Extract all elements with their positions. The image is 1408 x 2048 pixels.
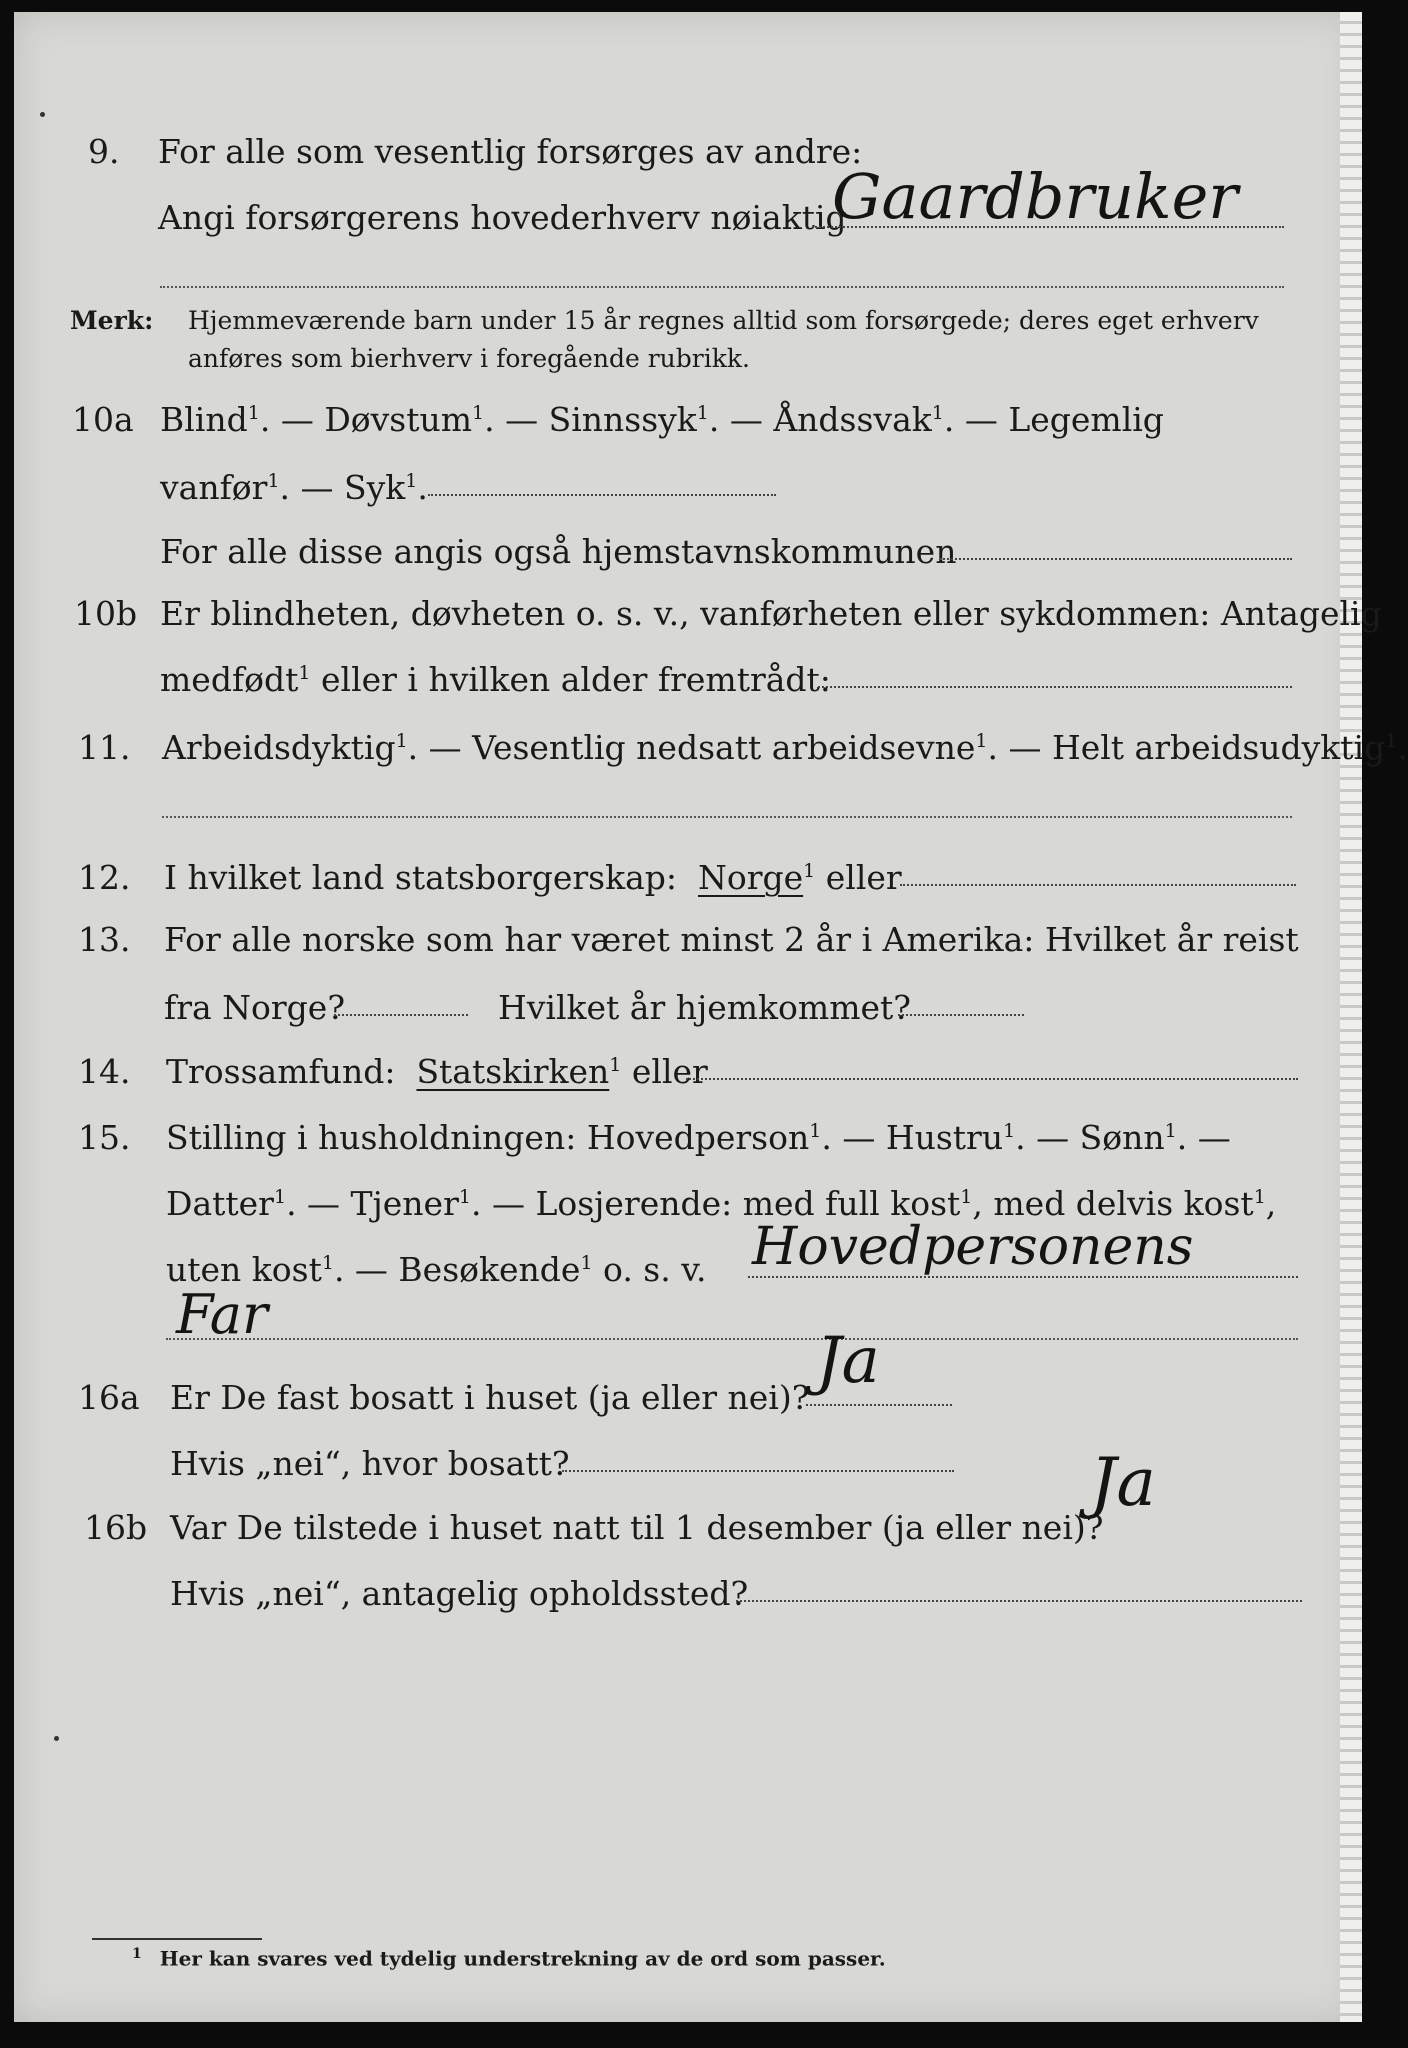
q13-hjemkommet-answer-line [898,1014,1024,1016]
footnote-mark: 1 [1385,730,1398,752]
q11-answer-line [162,816,1292,818]
q14-number: 14. [78,1052,131,1091]
q16a-line2: Hvis „nei“, hvor bosatt? [170,1444,570,1483]
q9-second-line [160,286,1284,288]
q15-answer-handwritten-line1: Hovedpersonens [752,1217,1194,1277]
merk-label: Merk: [70,306,154,335]
footnote-mark: 1 [931,402,944,424]
footnote-rule [92,1938,262,1940]
q16b-number: 16b [84,1508,148,1547]
option-norge-underlined: Norge [698,858,804,897]
q16a-answer-handwritten: Ja [816,1324,880,1398]
q10a-line3: For alle disse angis også hjemstavnskommunen [160,532,957,571]
q10b-line1: Er blindheten, døvheten o. s. v., vanførheten eller sykdommen: Antagelig [160,594,1382,633]
footnote-mark: 1 [809,1120,822,1142]
option-andssvak: . — Åndssvak [708,400,932,439]
q13-number: 13. [78,920,131,959]
q13-line1: For alle norske som har været minst 2 år i Amerika: Hvilket år reist [164,920,1299,959]
footnote-mark: 1 [267,470,280,492]
punctuation: , [1265,1184,1277,1223]
footnote-mark: 1 [975,730,988,752]
option-sonn: . — Sønn [1015,1118,1165,1157]
footnote-mark: 1 [321,1252,334,1274]
footnote-mark: 1 [580,1252,593,1274]
footnote-text: Her kan svares ved tydelig understrekning av de ord som passer. [159,1946,886,1971]
footnote-mark: 1 [803,860,816,882]
footnote-mark: 1 [298,662,311,684]
option-arbeidsudyktig: . — Helt arbeidsudyktig [987,728,1386,767]
q14-answer-line [686,1078,1298,1080]
footnote-mark: 1 [960,1186,973,1208]
q10a-line1 [160,400,1164,440]
option-sinnssyk: . — Sinnssyk [484,400,697,439]
footnote-mark: 1 [458,1186,471,1208]
q16a-bosatt-answer-line [562,1470,954,1472]
q10a-line2 [160,468,428,508]
option-uten-kost: uten kost [166,1250,322,1289]
q16b-answer-line [736,1600,1302,1602]
punctuation: . — [1176,1118,1231,1157]
option-full-kost: . — Losjerende: med full kost [470,1184,961,1223]
q14-eller: eller [621,1052,708,1091]
q9-question-line2: Angi forsørgerens hovederhverv nøiaktig [158,198,847,237]
q16b-line1: Var De tilstede i huset natt til 1 desember (ja eller nei)? [170,1508,1104,1547]
q14-line [166,1052,708,1092]
option-syk: . — Syk [279,468,406,507]
q10a-hjemstavn-answer-line [940,558,1292,560]
q16a-line1: Er De fast bosatt i huset (ja eller nei)? [170,1378,810,1417]
q15-answer-handwritten-line2: Far [176,1283,268,1346]
q10a-number: 10a [72,400,134,439]
q9-number: 9. [88,132,120,171]
q12-answer-line [900,884,1296,886]
footnote-mark: 1 [247,402,260,424]
option-hovedperson: Stilling i husholdningen: Hovedperson [166,1118,810,1157]
q9-answer-handwritten: Gaardbruker [832,160,1238,233]
q12-number: 12. [78,858,131,897]
footnote-mark: 1 [472,402,485,424]
q12-line [164,858,902,898]
option-medfodt: medfødt [160,660,299,699]
q15-number: 15. [78,1118,131,1157]
q10a-syk-answer-line [428,494,776,496]
option-delvis-kost: , med delvis kost [972,1184,1254,1223]
option-datter: Datter [166,1184,274,1223]
option-vanfor: vanfør [160,468,268,507]
q13-line2b: Hvilket år hjemkommet? [498,988,911,1027]
footnote-mark: 1 [1164,1120,1177,1142]
option-nedsatt-arbeidsevne: . — Vesentlig nedsatt arbeidsevne [407,728,976,767]
footnote [132,1946,886,1971]
option-arbeidsdyktig: Arbeidsdyktig [162,728,396,767]
q16a-answer-line [806,1404,952,1406]
footnote-marker: 1 [132,1946,142,1962]
option-tjener: . — Tjener [286,1184,459,1223]
q11-number: 11. [78,728,131,767]
q10b-number: 10b [74,594,138,633]
q13-line2a: fra Norge? [164,988,346,1027]
option-besokende: . — Besøkende [333,1250,581,1289]
q15-answer-line2 [166,1338,1298,1340]
q10b-line2-rest: eller i hvilken alder fremtrådt: [310,660,831,699]
option-hustru: . — Hustru [821,1118,1004,1157]
footnote-mark: 1 [273,1186,287,1208]
footnote-mark: 1 [1253,1186,1266,1208]
q15-line1 [166,1118,1231,1158]
footnote-mark: 1 [405,470,418,492]
option-dovstum: . — Døvstum [259,400,473,439]
footnote-mark: 1 [395,730,408,752]
option-legemlig: . — Legemlig [943,400,1164,439]
q9-question-line1: For alle som vesentlig forsørges av andre: [158,132,863,171]
footnote-mark: 1 [696,402,709,424]
q12-question: I hvilket land statsborgerskap: [164,858,678,897]
q16a-number: 16a [78,1378,140,1417]
punctuation: . [1397,728,1408,767]
paper-speck [54,1736,59,1741]
merk-text-line1: Hjemmeværende barn under 15 år regnes alltid som forsørgede; deres eget erhverv [188,306,1259,335]
q14-question: Trossamfund: [166,1052,396,1091]
q12-eller: eller [815,858,902,897]
q10b-line2 [160,660,831,700]
q16b-line2: Hvis „nei“, antagelig opholdssted? [170,1574,749,1613]
q13-reist-answer-line [334,1014,468,1016]
option-blind: Blind [160,400,248,439]
q10b-answer-line [818,686,1292,688]
q11-line [162,728,1408,768]
q15-osv: o. s. v. [592,1250,707,1289]
paper-edge [1340,12,1362,2022]
paper-speck [40,112,45,117]
q16b-answer-handwritten: Ja [1090,1444,1156,1521]
punctuation: . [417,468,428,507]
option-statskirken-underlined: Statskirken [416,1052,610,1091]
merk-text-line2: anføres som bierhverv i foregående rubrikk. [188,344,750,373]
footnote-mark: 1 [1003,1120,1016,1142]
footnote-mark: 1 [609,1054,622,1076]
